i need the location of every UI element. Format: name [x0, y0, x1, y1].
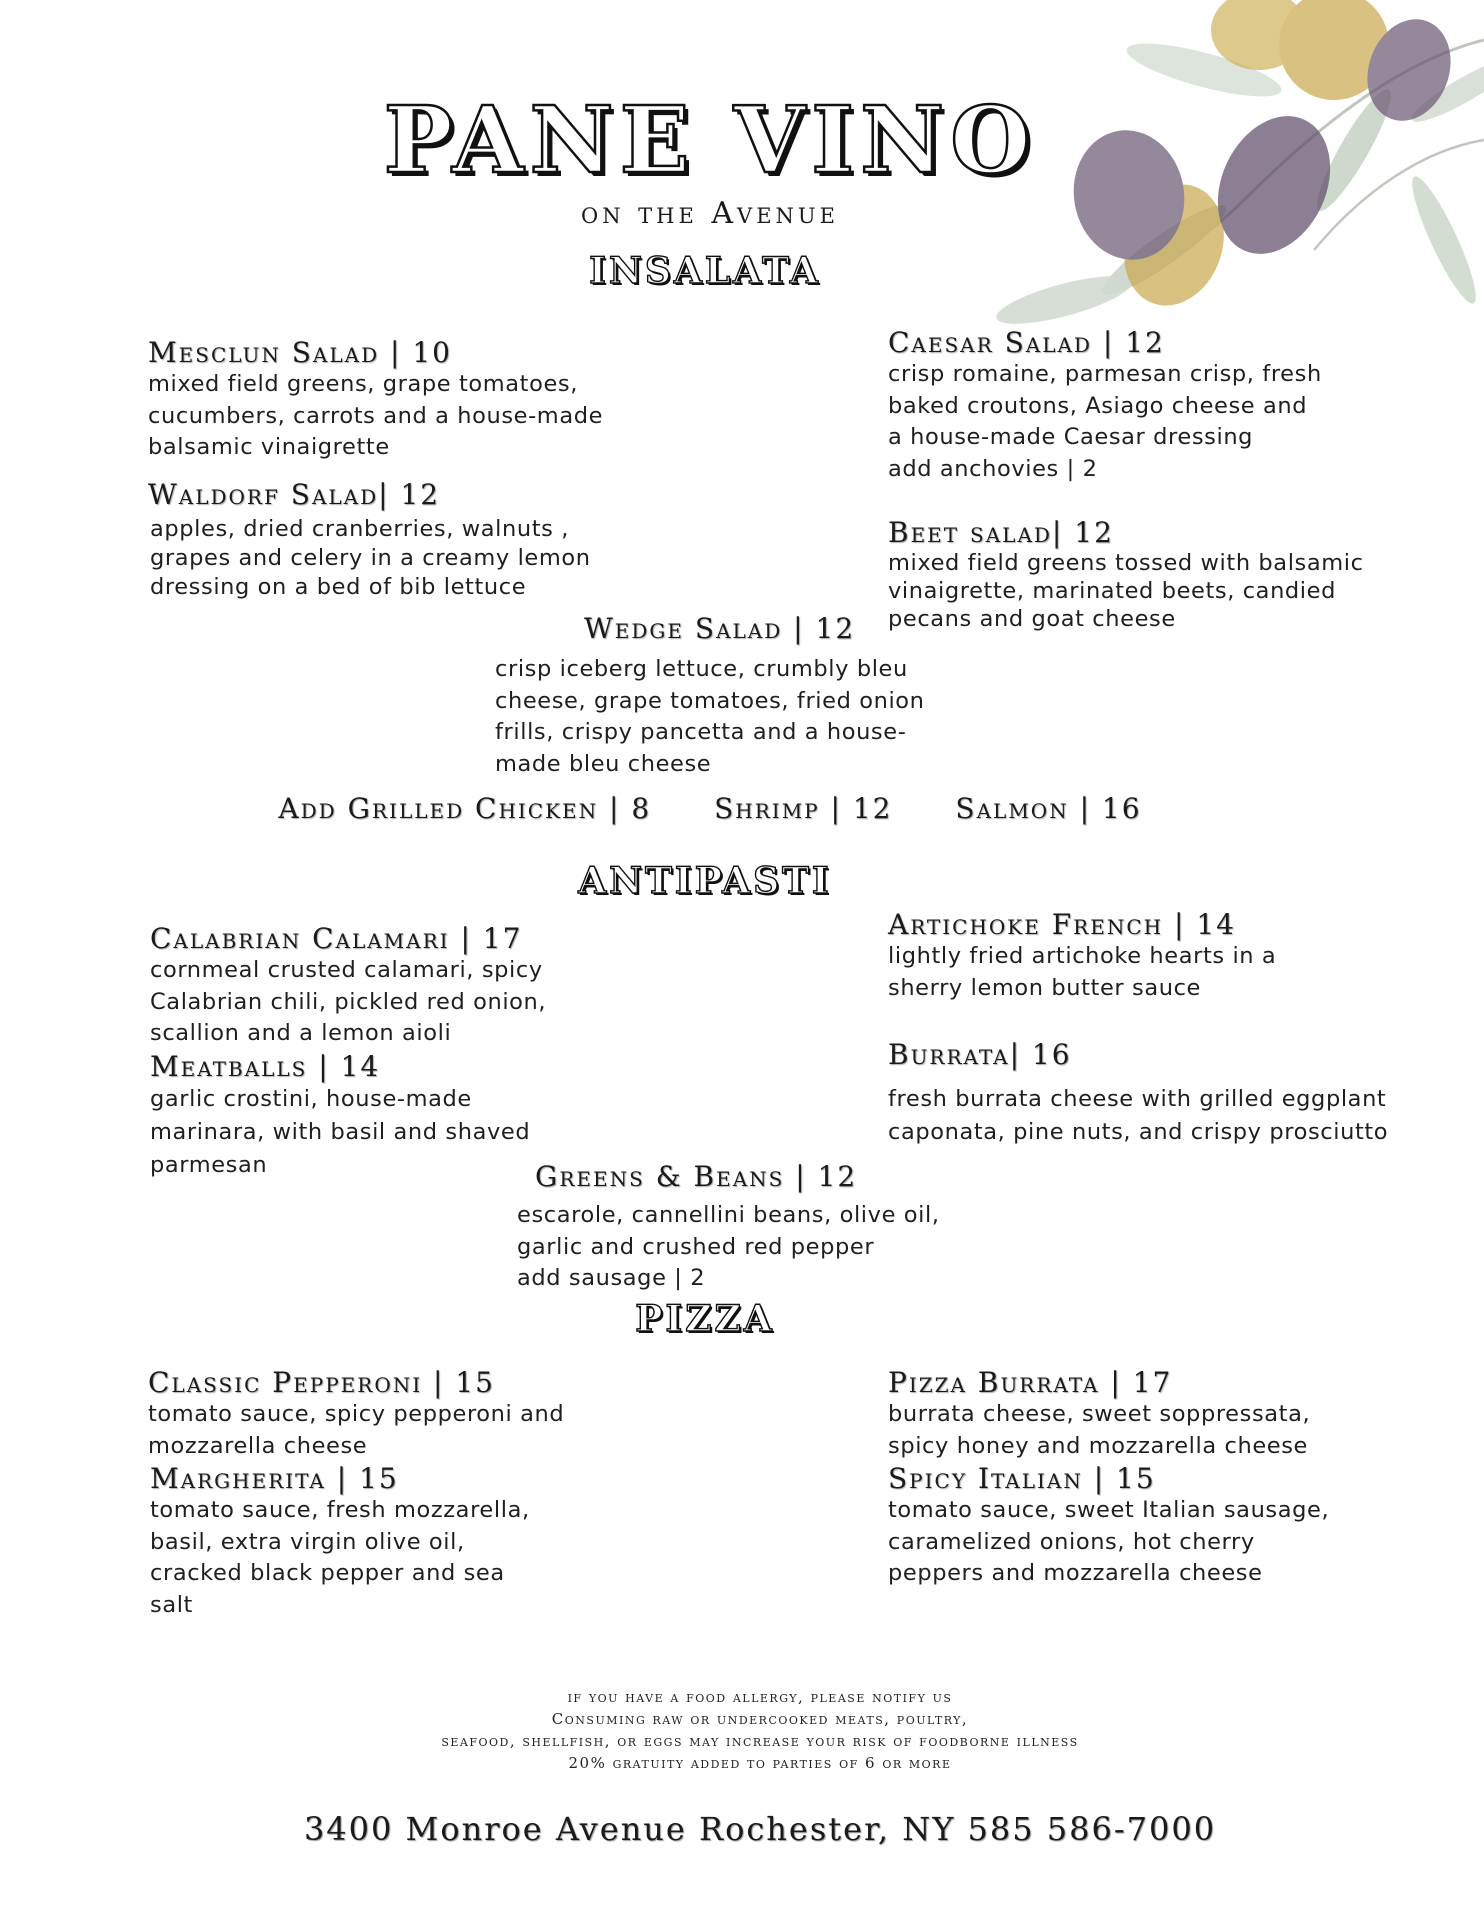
item-desc [888, 1495, 1329, 1590]
restaurant-title: PANE VINO [383, 86, 1037, 194]
item-title: Artichoke French | 14 [888, 908, 1236, 941]
desc-line: balsamic vinaigrette [148, 434, 390, 460]
menu-item-artichoke-french [888, 908, 1276, 1004]
desc-line: crisp romaine, parmesan crisp, fresh [888, 361, 1322, 387]
desc-line: grapes and celery in a creamy lemon [150, 545, 591, 571]
item-title: Greens & Beans | 12 [535, 1160, 858, 1193]
item-title: Caesar Salad | 12 [888, 326, 1165, 359]
desc-line: salt [150, 1591, 193, 1618]
menu-item-pizza-burrata [888, 1366, 1310, 1462]
desc-line: burrata cheese, sweet soppressata, [888, 1401, 1311, 1427]
item-desc [888, 1083, 1388, 1149]
item-desc [888, 941, 1276, 1004]
menu-item-wedge-salad [584, 612, 855, 645]
item-desc [150, 1495, 530, 1621]
item-desc-greens-beans [517, 1200, 940, 1295]
desc-line: basil, extra virgin olive oil, [150, 1528, 465, 1555]
desc-line: crisp iceberg lettuce, crumbly bleu [495, 656, 908, 682]
menu-item-mesclun-salad [148, 336, 603, 464]
desc-line: scallion and a lemon aioli [150, 1020, 452, 1046]
addon-salmon: Salmon | 16 [955, 792, 1142, 825]
item-title: Mesclun Salad | 10 [148, 336, 452, 369]
desc-line: tomato sauce, sweet Italian sausage, [888, 1497, 1330, 1523]
desc-line: cheese, grape tomatoes, fried onion [495, 687, 925, 714]
menu-item-burrata [888, 1038, 1388, 1149]
desc-line: vinaigrette, marinated beets, candied [888, 578, 1336, 604]
desc-line: tomato sauce, spicy pepperoni and [148, 1401, 565, 1427]
desc-line: apples, dried cranberries, walnuts , [150, 516, 569, 542]
desc-line: cornmeal crusted calamari, spicy [150, 957, 543, 983]
gratuity-notice: 20% gratuity added to parties of 6 or more [568, 1754, 952, 1772]
desc-line: marinara, with basil and shaved [150, 1119, 531, 1145]
item-desc [148, 515, 591, 602]
menu-item-margherita [150, 1462, 530, 1621]
desc-line: made bleu cheese [495, 750, 712, 777]
desc-line: sherry lemon butter sauce [888, 974, 1202, 1001]
item-title: Burrata| 16 [888, 1038, 1072, 1071]
desc-line: fresh burrata cheese with grilled eggplant [888, 1086, 1387, 1112]
addon-shrimp: Shrimp | 12 [714, 792, 893, 825]
menu-item-calabrian-calamari [150, 922, 546, 1050]
desc-line: garlic crostini, house-made [150, 1086, 472, 1112]
item-title: Calabrian Calamari | 17 [150, 922, 523, 955]
raw-food-warning-line-2: seafood, shellfish, or eggs may increase your risk of foodborne illness [441, 1732, 1079, 1750]
menu-item-beet-salad [888, 516, 1364, 633]
section-heading-pizza: PIZZA [635, 1298, 775, 1340]
desc-line: peppers and mozzarella cheese [888, 1560, 1263, 1586]
desc-line: mixed field greens tossed with balsamic [888, 550, 1364, 576]
desc-line: add anchovies | 2 [888, 455, 1098, 482]
item-desc [148, 1399, 564, 1462]
item-desc [150, 1083, 530, 1182]
desc-line: a house-made Caesar dressing [888, 424, 1254, 450]
desc-line: mixed field greens, grape tomatoes, [148, 371, 578, 397]
desc-line: parmesan [150, 1152, 268, 1178]
item-title: Classic Pepperoni | 15 [148, 1366, 495, 1399]
desc-line: baked croutons, Asiago cheese and [888, 392, 1308, 419]
item-desc [150, 955, 546, 1050]
item-title: Pizza Burrata | 17 [888, 1366, 1173, 1399]
restaurant-subtitle: on the Avenue [581, 196, 839, 231]
item-title: Wedge Salad | 12 [584, 612, 856, 645]
desc-line: frills, crispy pancetta and a house- [495, 719, 907, 745]
desc-line: caramelized onions, hot cherry [888, 1528, 1255, 1555]
menu-item-spicy-italian [888, 1462, 1329, 1590]
item-desc [888, 549, 1364, 633]
menu-item-meatballs [150, 1050, 530, 1182]
desc-line: Calabrian chili, pickled red onion, [150, 988, 547, 1015]
desc-line: cracked black pepper and sea [150, 1560, 505, 1586]
item-desc [888, 1399, 1310, 1462]
item-title: Meatballs | 14 [150, 1050, 381, 1083]
protein-addons [0, 792, 1420, 825]
desc-line: pecans and goat cheese [888, 606, 1176, 632]
addon-chicken: Add Grilled Chicken | 8 [278, 792, 652, 825]
menu-item-waldorf-salad [148, 478, 591, 602]
desc-line: caponata, pine nuts, and crispy prosciutto [888, 1119, 1389, 1145]
desc-line: dressing on a bed of bib lettuce [150, 574, 527, 600]
item-desc [888, 359, 1322, 485]
desc-line: tomato sauce, fresh mozzarella, [150, 1497, 530, 1523]
item-title: Margherita | 15 [150, 1462, 399, 1495]
desc-line: mozzarella cheese [148, 1432, 368, 1459]
item-desc [148, 369, 603, 464]
desc-line: garlic and crushed red pepper [517, 1233, 875, 1260]
menu-item-caesar-salad [888, 326, 1322, 485]
item-desc-wedge-salad [495, 654, 925, 780]
item-title: Waldorf Salad| 12 [148, 478, 441, 511]
item-title: Spicy Italian | 15 [888, 1462, 1156, 1495]
section-heading-antipasti: ANTIPASTI [578, 860, 832, 902]
item-title: Beet salad| 12 [888, 516, 1114, 549]
menu-item-greens-beans [535, 1160, 857, 1193]
desc-line: spicy honey and mozzarella cheese [888, 1432, 1308, 1459]
restaurant-address: 3400 Monroe Avenue Rochester, NY 585 586-7000 [303, 1810, 1217, 1848]
raw-food-warning-line-1: Consuming raw or undercooked meats, poultry, [551, 1710, 969, 1728]
desc-line: escarole, cannellini beans, olive oil, [517, 1202, 940, 1228]
menu-item-classic-pepperoni [148, 1366, 564, 1462]
desc-line: add sausage | 2 [517, 1265, 706, 1291]
desc-line: cucumbers, carrots and a house-made [148, 402, 604, 429]
allergy-notice: if you have a food allergy, please notify us [567, 1688, 953, 1706]
desc-line: lightly fried artichoke hearts in a [888, 943, 1277, 969]
section-heading-insalata: INSALATA [589, 250, 821, 292]
